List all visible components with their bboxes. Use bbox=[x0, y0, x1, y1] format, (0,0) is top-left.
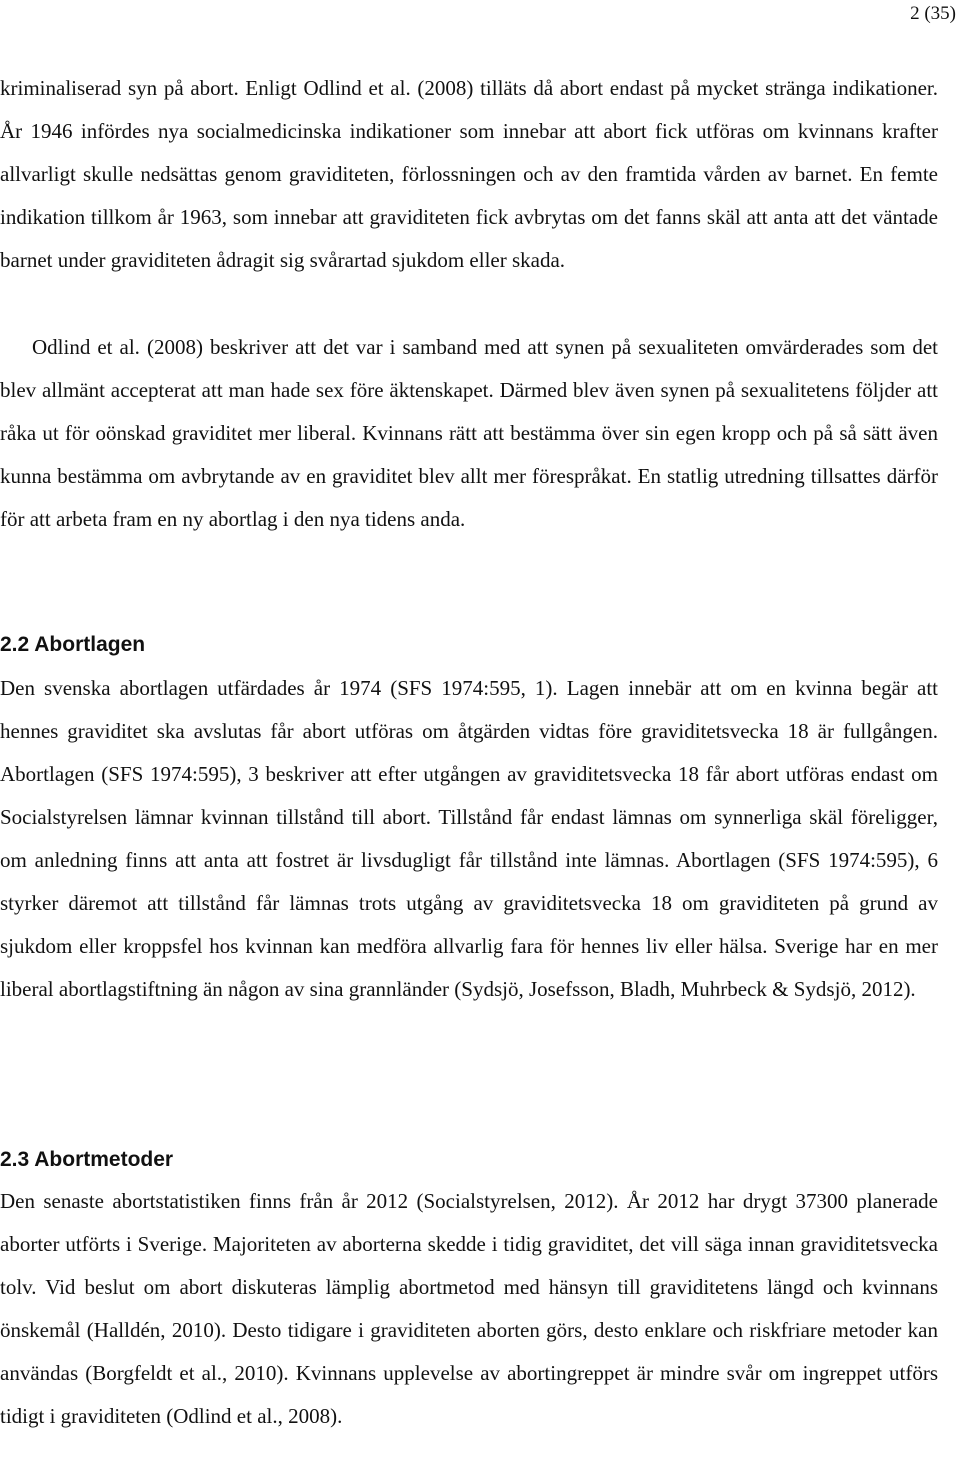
section-heading: 2.2 Abortlagen bbox=[0, 633, 146, 656]
page-number: 2 (35) bbox=[910, 3, 956, 24]
section-paragraph: Den senaste abortstatistiken finns från år 2012 (Socialstyrelsen, 2012). År 2012 har drygt 37300 planerade aborter utförts i Sverige. Majoriteten av aborterna skedde i tidig graviditet, det vill säga innan graviditetsvecka tolv. Vid beslut om abort diskuteras lämplig abortmetod med hänsyn till graviditetens längd och kvinnans önskemål (Halldén, 2010). Desto tidigare i graviditeten aborten görs, desto enklare och riskfriare metoder kan användas (Borgfeldt et al., 2010). Kvinnans upplevelse av abortingreppet är mindre svår om ingreppet utförs tidigt i graviditeten (Odlind et al., 2008). bbox=[0, 1189, 938, 1428]
section-heading: 2.3 Abortmetoder bbox=[0, 1148, 174, 1171]
body-paragraph: Odlind et al. (2008) beskriver att det var i samband med att synen på sexualiteten omvärderades som det blev allmänt accepterat att man hade sex före äktenskapet. Därmed blev även synen på sexualitetens följder att råka ut för oönskad graviditet mer liberal. Kvinnans rätt att bestämma över sin egen kropp och på så sätt även kunna bestämma om avbrytande av en graviditet blev allt mer förespråkat. En statlig utredning tillsattes därför för att arbeta fram en ny abortlag i den nya tidens anda. bbox=[0, 335, 938, 531]
section-paragraph: Den svenska abortlagen utfärdades år 1974 (SFS 1974:595, 1). Lagen innebär att om en kvinna begär att hennes graviditet ska avslutas får abort utföras om åtgärden vidtas före graviditetsvecka 18 är fullgången. Abortlagen (SFS 1974:595), 3 beskriver att efter utgången av graviditetsvecka 18 får abort utföras endast om Socialstyrelsen lämnar kvinnan tillstånd till abort. Tillstånd får endast lämnas om synnerliga skäl föreligger, om anledning finns att anta att fostret är livsdugligt får tillstånd inte lämnas. Abortlagen (SFS 1974:595), 6 styrker däremot att tillstånd får lämnas trots utgång av graviditetsvecka 18 om graviditeten på grund av sjukdom eller kroppsfel hos kvinnan kan medföra allvarlig fara för hennes liv eller hälsa. Sverige har en mer liberal abortlagstiftning än någon av sina grannländer (Sydsjö, Josefsson, Bladh, Muhrbeck & Sydsjö, 2012). bbox=[0, 676, 938, 1001]
body-paragraph: kriminaliserad syn på abort. Enligt Odlind et al. (2008) tilläts då abort endast på mycket stränga indikationer. År 1946 infördes nya socialmedicinska indikationer som innebar att abort fick utföras om kvinnans krafter allvarligt skulle nedsättas genom graviditeten, förlossningen och av den framtida vården av barnet. En femte indikation tillkom år 1963, som innebar att graviditeten fick avbrytas om det fanns skäl att anta att det väntade barnet under graviditeten ådragit sig svårartad sjukdom eller skada. bbox=[0, 76, 938, 272]
